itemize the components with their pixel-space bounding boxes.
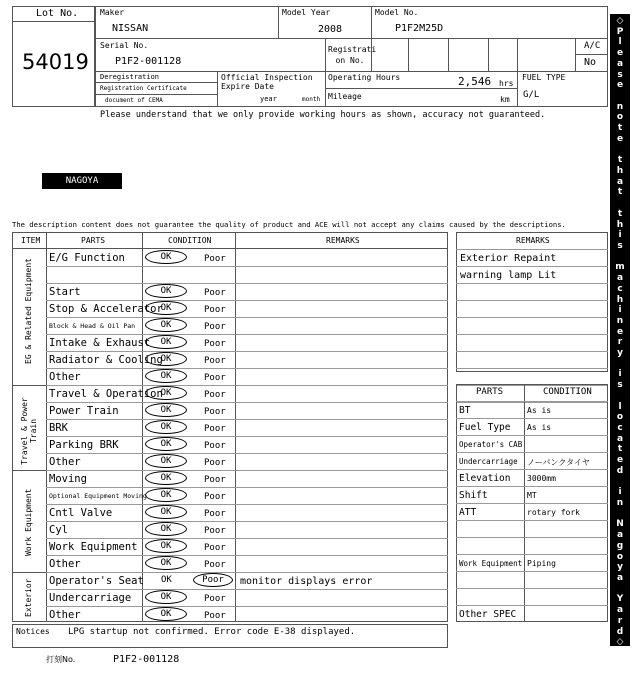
item-header: ITEM [21,236,41,245]
registration-certificate-label: Registration Certificate [100,85,187,92]
row-divider [46,487,448,488]
sidebar-char: s [617,240,623,251]
ok-option: OK [145,437,187,451]
row-divider [46,504,448,505]
ok-option: OK [145,318,187,332]
group-eg-label: EG & Related Equipment [24,258,33,364]
remarks-header: REMARKS [326,236,360,245]
model-value: P1F2M25D [395,23,444,34]
spec-row-divider [456,418,608,419]
parts-header: PARTS [81,236,106,245]
sidebar-char: n [616,315,624,326]
fuel-type-label: FUEL TYPE [522,73,566,82]
sidebar-char: a [616,273,624,284]
right-remark-text: warning lamp Lit [460,270,557,281]
ok-option: OK [145,403,187,417]
part-label: Other [49,456,81,468]
ac-value: No [584,57,597,68]
right-remark-text: Exterior Repaint [460,253,557,264]
spec-value: As is [527,406,552,415]
location-label: NAGOYA [65,176,99,186]
poor-option: Poor [204,305,226,315]
notices-label: Notices [16,627,50,636]
part-label: Cntl Valve [49,507,113,519]
remark-row-divider [456,283,608,284]
ok-option: OK [161,575,172,585]
spec-key: Elevation [459,473,511,484]
deregistration-label: Deregistration [100,73,160,81]
part-label: Power Train [49,405,119,417]
ok-option: OK [145,386,187,400]
part-label: Other [49,609,81,621]
spec-row-divider [456,503,608,504]
poor-option: Poor [204,475,226,485]
row-divider [46,334,448,335]
ok-option: OK [145,250,187,264]
fuel-type-value: G/L [523,90,540,100]
part-label: Intake & Exhaust [49,337,151,349]
part-label: Moving [49,473,87,485]
part-label: Radiator & Cooling [49,354,163,366]
row-divider [46,368,448,369]
spec-key: ATT [459,507,477,518]
row-divider [46,589,448,590]
maker-value: NISSAN [112,23,149,34]
row-divider [46,538,448,539]
poor-option: Poor [204,509,226,519]
row-divider [46,283,448,284]
sidebar-char: a [616,58,624,69]
spec-key: Operator's CAB [459,440,523,449]
poor-option: Poor [204,254,226,264]
sidebar-char: t [617,444,623,455]
right-remarks-header: REMARKS [516,236,550,245]
poor-option: Poor [204,322,226,332]
sidebar-char: i [618,230,622,241]
operating-hours-value: 2,546 [458,75,492,88]
registration-label: Registrati on No. [328,45,377,65]
sidebar-char: ◇ [616,637,624,648]
sidebar-char: l [618,401,622,412]
group-work-label: Work Equipment [24,488,33,556]
group-travel-label: Travel & Power Train [20,397,38,465]
row-divider [46,351,448,352]
sidebar-char: N [616,519,624,530]
year-unit: year [260,95,277,103]
sidebar-char: i [618,305,622,316]
poor-option: Poor [204,594,226,604]
sidebar-char: s [617,69,623,80]
remark-row-divider [456,249,608,250]
part-label: Block & Head & Oil Pan [49,322,136,330]
location-badge [42,173,122,189]
hrs-unit: hrs [499,79,514,88]
ok-option: OK [145,505,187,519]
part-label: Other [49,371,81,383]
disclaimer: The description content does not guarantee the quality of product and ACE will not accept any claims caused by the descriptions. [12,220,566,229]
sidebar-char: n [616,101,624,112]
condition-header: CONDITION [168,236,212,245]
sidebar-char: s [617,380,623,391]
part-label: Undercarriage [49,592,132,604]
spec-row-divider [456,537,608,538]
poor-option: Poor [204,424,226,434]
hours-notice: Please understand that we only provide working hours as shown, accuracy not guaranteed. [100,110,546,120]
ok-option: OK [145,369,187,383]
stamp-value: P1F2-001128 [113,654,180,665]
sidebar-char: y [617,348,623,359]
row-divider [46,300,448,301]
sidebar-char: h [616,294,624,305]
poor-option: Poor [204,373,226,383]
part-label: Cyl [49,524,68,536]
poor-option: Poor [204,560,226,570]
spec-row-divider [456,605,608,606]
sidebar-char: e [616,80,624,91]
row-divider [46,402,448,403]
ok-option: OK [145,471,187,485]
spec-key: Undercarriage [459,457,518,466]
ok-option: OK [145,335,187,349]
poor-option: Poor [204,356,226,366]
part-label: Operator's Seat [49,575,144,587]
ok-option: OK [145,301,187,315]
ok-option: OK [145,420,187,434]
spec-row-divider [456,452,608,453]
sidebar-char: i [618,487,622,498]
poor-option: Poor [204,492,226,502]
remark-row-divider [456,334,608,335]
ok-option: OK [145,590,187,604]
ok-option: OK [145,556,187,570]
sidebar-char: t [617,155,623,166]
sidebar-char: c [617,283,623,294]
sidebar-char: h [616,219,624,230]
group-exterior-label: Exterior [24,578,33,617]
spec-value: rotary fork [527,508,580,517]
sidebar-char: e [616,326,624,337]
sidebar-char: g [616,540,624,551]
spec-key: BT [459,405,471,416]
ok-option: OK [145,607,187,621]
lot-label: Lot No. [36,8,79,19]
sidebar-char: d [616,465,624,476]
part-label: Other [49,558,81,570]
sidebar-char: i [618,369,622,380]
spec-key: Other SPEC [459,609,517,620]
poor-option: Poor [204,288,226,298]
poor-option: Poor [204,611,226,621]
spec-value: As is [527,423,552,432]
sidebar-char: a [616,433,624,444]
sidebar-char: a [616,605,624,616]
sidebar-char: ◇ [616,16,624,26]
spec-row-divider [456,588,608,589]
poor-option: Poor [204,407,226,417]
ok-option: OK [145,522,187,536]
spec-value: ノーパンクタイヤ [527,458,590,467]
sidebar-char: e [616,455,624,466]
cema-label: document of CEMA [105,97,163,104]
serial-value: P1F2-001128 [115,56,182,67]
row-divider [46,453,448,454]
part-label: Travel & Operation [49,388,163,400]
ok-option: OK [145,488,187,502]
sidebar-char: a [616,176,624,187]
sidebar-char: m [615,262,625,273]
spec-key: Work Equipment [459,559,523,568]
operating-hours-label: Operating Hours [328,73,401,82]
part-label: Work Equipment [49,541,138,553]
spec-value: MT [527,491,537,500]
spec-row-divider [456,520,608,521]
poor-option: Poor [204,339,226,349]
spec-value: Piping [527,559,556,568]
year-label: Model Year [282,8,331,17]
row-divider [46,555,448,556]
spec-row-divider [456,401,608,402]
row-divider [46,317,448,318]
inspection-label: Official Inspection Expire Date [221,73,313,91]
sidebar-char: t [617,187,623,198]
sidebar-char: o [616,112,624,123]
sidebar-char: a [616,573,624,584]
model-label: Model No. [375,8,419,17]
sidebar-char: r [617,337,623,348]
ok-option: OK [145,352,187,366]
sidebar-char: y [617,562,623,573]
ok-option: OK [145,539,187,553]
spec-value: 3000mm [527,474,556,483]
sidebar-char: o [616,551,624,562]
poor-option: Poor [204,390,226,400]
spec-row-divider [456,435,608,436]
remark-row-divider [456,266,608,267]
month-unit: month [302,96,321,103]
part-label: Stop & Accelerator [49,303,163,315]
sidebar-char: l [618,37,622,48]
part-label: E/G Function [49,252,125,264]
sidebar-char: a [616,530,624,541]
sidebar-char: n [616,498,624,509]
remark-text: monitor displays error [240,576,373,587]
sidebar-char: t [617,208,623,219]
spec-condition-header: CONDITION [543,387,592,397]
poor-option: Poor [204,441,226,451]
row-divider [46,470,448,471]
sidebar-char: e [616,133,624,144]
row-divider [46,385,448,386]
row-divider [46,419,448,420]
row-divider [46,521,448,522]
ok-option: OK [145,284,187,298]
remark-row-divider [456,351,608,352]
sidebar-char: r [617,615,623,626]
row-divider [46,266,448,267]
serial-label: Serial No. [100,41,149,50]
spec-row-divider [456,486,608,487]
ac-label: A/C [584,41,601,51]
sidebar-char: o [616,412,624,423]
part-label: Parking BRK [49,439,119,451]
remark-row-divider [456,300,608,301]
spec-key: Fuel Type [459,422,511,433]
sidebar-char: h [616,165,624,176]
poor-option: Poor [193,573,233,587]
sidebar-char: c [617,423,623,434]
km-unit: km [500,95,510,104]
year-value: 2008 [318,24,343,35]
spec-key: Shift [459,490,488,501]
sidebar-char: e [616,48,624,59]
location-sidebar [610,14,630,646]
poor-option: Poor [204,526,226,536]
part-label: Start [49,286,81,298]
mileage-label: Mileage [328,92,362,101]
maker-label: Maker [100,8,125,17]
row-divider [46,572,448,573]
sidebar-char: Y [616,594,624,605]
poor-option: Poor [204,543,226,553]
part-label: Optional Equipment Moving [49,492,147,500]
spec-parts-header: PARTS [476,387,504,397]
ok-option: OK [145,454,187,468]
sidebar-char: d [616,626,624,637]
remark-row-divider [456,317,608,318]
remark-row-divider [456,368,608,369]
row-divider [46,436,448,437]
sidebar-char: P [616,26,624,37]
part-label: BRK [49,422,68,434]
poor-option: Poor [204,458,226,468]
spec-row-divider [456,571,608,572]
spec-row-divider [456,469,608,470]
spec-row-divider [456,554,608,555]
row-divider [46,606,448,607]
sidebar-char: t [617,123,623,134]
stamp-label: 打刻No. [46,655,76,664]
notices-text: LPG startup not confirmed. Error code E-38 displayed. [68,627,356,637]
lot-number: 54019 [22,50,89,74]
